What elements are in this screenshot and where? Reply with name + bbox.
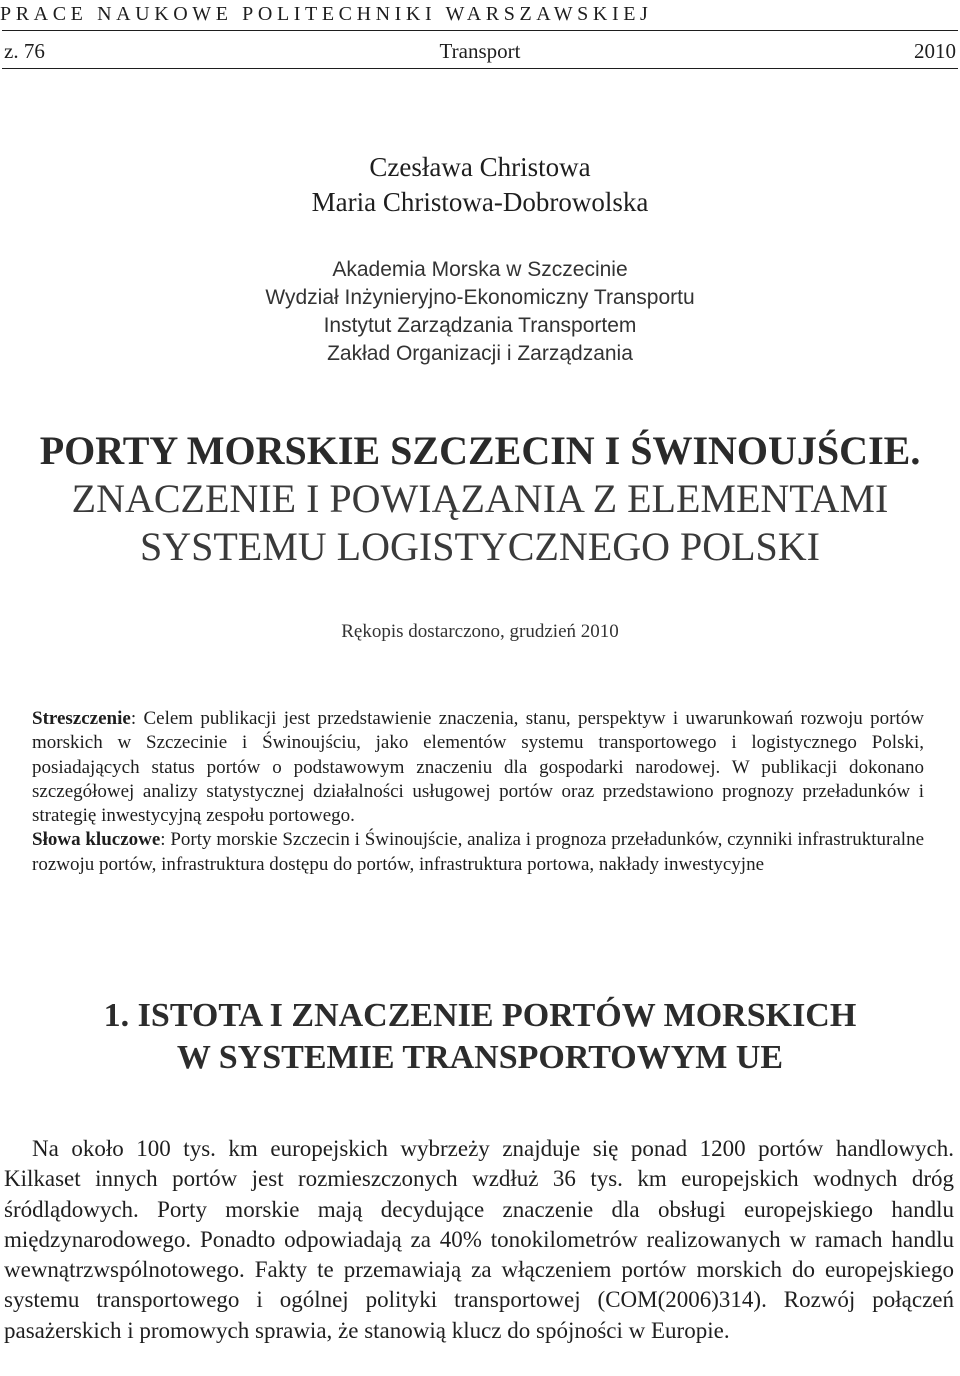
journal-category: Transport xyxy=(439,39,521,63)
keywords-label: Słowa kluczowe xyxy=(32,829,161,851)
abstract-text: : Celem publikacji jest przedstawienie znaczenia, stanu, perspektyw i uwarunkowań rozwoju portów morskich w Szczecinie i Świnoujściu, jako elementów systemu transportowego i logistycznego Polski, posiadających status portów o podstawowym znaczeniu dla gospodarki narodowej. W publikacji dokonano szczegółowej analizy statystycznej działalności usługowej portów oraz przedstawiono prognozy przeładunków i strategię inwestycyjną zespołu portowego. xyxy=(32,708,924,827)
abstract xyxy=(32,707,924,877)
received-date: Rękopis dostarczono, grudzień 2010 xyxy=(341,621,619,642)
authors xyxy=(0,150,960,220)
section-heading-line: 1. ISTOTA I ZNACZENIE PORTÓW MORSKICH xyxy=(103,997,857,1034)
series-title: PRACE NAUKOWE POLITECHNIKI WARSZAWSKIEJ xyxy=(0,3,653,25)
affiliation-line: Wydział Inżynieryjno-Ekonomiczny Transportu xyxy=(265,286,695,309)
author-name: Czesława Christowa xyxy=(369,152,591,182)
author-name: Maria Christowa-Dobrowolska xyxy=(311,187,649,217)
abstract-label: Streszczenie xyxy=(32,708,131,729)
affiliation-line: Instytut Zarządzania Transportem xyxy=(323,314,637,337)
keywords-text: : Porty morskie Szczecin i Świnoujście, analiza i prognoza przeładunków, czynniki infrastrukturalne rozwoju portów, infrastruktura dostępu do portów, infrastruktura portowa, nakłady inwestycyjne xyxy=(32,829,924,875)
title-line: PORTY MORSKIE SZCZECIN I ŚWINOUJŚCIE. xyxy=(39,428,921,473)
issue-number: z. 76 xyxy=(4,39,45,63)
affiliation-line: Akademia Morska w Szczecinie xyxy=(332,258,628,281)
affiliation xyxy=(0,256,960,368)
body-paragraph: Na około 100 tys. km europejskich wybrzeży znajduje się ponad 1200 portów handlowych. Kilkaset innych portów jest rozmieszczonych wzdłuż 36 tys. km europejskich wodnych dróg śródlądowych. Porty morskie mają decydujące znaczenie dla obsługi europejskiego handlu międzynarodowego. Ponadto odpowiadają za 40% tonokilometrów realizowanych w ramach handlu wewnątrzwspólnotowego. Fakty te przemawiają za włączeniem portów morskich do europejskiego systemu transportowego i ogólnej polityki transportowej (COM(2006)314). Rozwój połączeń pasażerskich i promowych sprawia, że stanowią klucz do spójności w Europie. xyxy=(4,1136,954,1343)
publication-year: 2010 xyxy=(914,39,956,63)
section-heading xyxy=(0,995,960,1079)
paper-title xyxy=(0,427,960,571)
header-rule-bottom xyxy=(2,68,958,69)
affiliation-line: Zakład Organizacji i Zarządzania xyxy=(327,342,633,365)
section-heading-line: W SYSTEMIE TRANSPORTOWYM UE xyxy=(176,1039,784,1076)
header-rule xyxy=(2,30,958,31)
title-line: ZNACZENIE I POWIĄZANIA Z ELEMENTAMI xyxy=(71,476,889,521)
title-line: SYSTEMU LOGISTYCZNEGO POLSKI xyxy=(139,524,821,569)
